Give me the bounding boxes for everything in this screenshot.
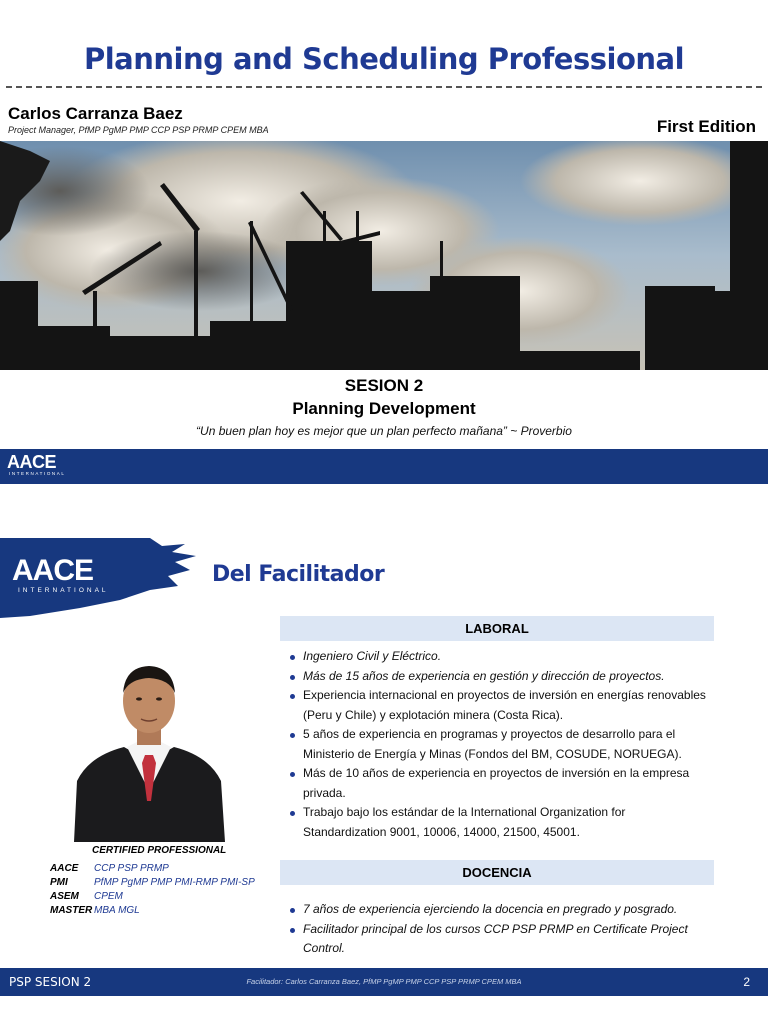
footer-facilitator: Facilitador: Carlos Carranza Baez, PfMP PgMP PMP CCP PSP PRMP CPEM MBA — [246, 977, 522, 986]
aace-logo-large-text: AACE — [12, 554, 94, 587]
docencia-header: DOCENCIA — [280, 860, 714, 885]
author-name: Carlos Carranza Baez — [8, 104, 183, 123]
laboral-header: LABORAL — [280, 616, 714, 641]
cert-key: MASTER — [50, 905, 93, 916]
cover-title: Planning and Scheduling Professional — [83, 42, 685, 76]
cert-value: PfMP PgMP PMP PMI-RMP PMI-SP — [94, 877, 255, 888]
footer-session-label: PSP SESION 2 — [9, 975, 92, 989]
facilitator-slide — [0, 524, 768, 996]
list-item: Más de 15 años de experiencia en gestión y dirección de proyectos. — [288, 667, 708, 687]
cert-value: CCP PSP PRMP — [94, 863, 169, 874]
cert-key: ASEM — [50, 891, 79, 902]
laboral-list — [288, 647, 708, 842]
aace-logo-large — [12, 556, 109, 595]
cert-row — [50, 862, 255, 876]
cert-row — [50, 904, 255, 918]
cert-row — [50, 876, 255, 890]
docencia-list — [288, 900, 708, 959]
list-item: Más de 10 años de experiencia en proyectos de inversión en la empresa privada. — [288, 764, 708, 803]
certifications-table — [50, 862, 255, 918]
aace-logo-subtext: INTERNATIONAL — [9, 471, 66, 476]
session-quote: “Un buen plan hoy es mejor que un plan perfecto mañana” ~ Proverbio — [196, 424, 572, 438]
cert-value: MBA MGL — [94, 905, 140, 916]
cover-slide — [0, 0, 768, 484]
author-credentials: Project Manager, PfMP PgMP PMP CCP PSP PRMP CPEM MBA — [8, 125, 269, 135]
certified-title: CERTIFIED PROFESSIONAL — [92, 845, 227, 856]
list-item: Trabajo bajo los estándar de la International Organization for Standardization 9001, 10006, 14000, 21500, 45001. — [288, 803, 708, 842]
aace-logo — [7, 453, 65, 477]
list-item: 5 años de experiencia en programas y proyectos de desarrollo para el Ministerio de Energía y Minas (Fondos del BM, COSUDE, NORUEGA). — [288, 725, 708, 764]
construction-skyline-image — [0, 141, 768, 370]
slide-footer — [0, 968, 768, 996]
slide-title: Del Facilitador — [212, 562, 385, 587]
list-item: 7 años de experiencia ejerciendo la docencia en pregrado y posgrado. — [288, 900, 708, 920]
list-item: Experiencia internacional en proyectos de inversión en energías renovables (Peru y Chile) y explotación minera (Costa Rica). — [288, 686, 708, 725]
list-item: Ingeniero Civil y Eléctrico. — [288, 647, 708, 667]
facilitator-photo — [69, 651, 229, 842]
cert-row — [50, 890, 255, 904]
session-subtitle: Planning Development — [292, 399, 476, 418]
cert-key: PMI — [50, 877, 68, 888]
aace-logo-text: AACE — [7, 452, 57, 472]
cert-key: AACE — [50, 863, 79, 874]
page-number: 2 — [743, 975, 750, 989]
list-item: Facilitador principal de los cursos CCP PSP PRMP en Certificate Project Control. — [288, 920, 708, 959]
cover-footer-band — [0, 449, 768, 484]
cert-value: CPEM — [94, 891, 123, 902]
dashed-divider — [6, 86, 762, 88]
session-title: SESION 2 — [344, 376, 424, 395]
aace-logo-large-subtext: INTERNATIONAL — [18, 587, 109, 594]
edition-label: First Edition — [656, 117, 756, 136]
